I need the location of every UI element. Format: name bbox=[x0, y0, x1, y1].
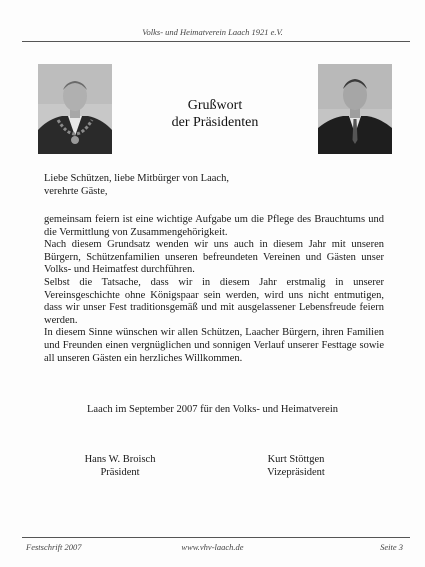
salutation bbox=[44, 172, 374, 198]
footer-page-number: Seite 3 bbox=[380, 542, 403, 552]
letter-body bbox=[44, 214, 384, 365]
title-line-1: Grußwort bbox=[187, 98, 243, 113]
page-title bbox=[120, 97, 310, 131]
signer-name: Hans W. Broisch bbox=[84, 454, 156, 465]
body-paragraph: In diesem Sinne wünschen wir allen Schützen, Laacher Bürgern, ihren Familien und Freunden einen vergnüglichen und sonnigen Verlauf unserer Festtage sowie all unseren Gästen ein herzliches Willkommen. bbox=[44, 327, 384, 364]
signer-role: Vizepräsident bbox=[267, 467, 325, 478]
president-photo bbox=[38, 64, 112, 154]
title-line-2: der Präsidenten bbox=[171, 115, 259, 130]
signature-block-vice-president bbox=[226, 453, 366, 479]
salutation-line-2: verehrte Gäste, bbox=[44, 186, 108, 197]
signer-role: Präsident bbox=[100, 467, 140, 478]
vice-president-photo bbox=[318, 64, 392, 154]
footer-website: www.vhv-laach.de bbox=[181, 542, 244, 552]
body-paragraph: gemeinsam feiern ist eine wichtige Aufgabe um die Pflege des Brauchtums und die Vermittlung von Zusammengehörigkeit. bbox=[44, 214, 384, 238]
signature-block-president bbox=[50, 453, 190, 479]
body-paragraph: Nach diesem Grundsatz wenden wir uns auch in diesem Jahr mit unseren Bürgern, Schützenfamilien unseren befreundeten Vereinen und Gästen unser Volks- und Heimatfest durchführen. bbox=[44, 239, 384, 276]
signer-name: Kurt Stöttgen bbox=[267, 454, 325, 465]
body-paragraph: Selbst die Tatsache, dass wir in diesem Jahr erstmalig in unserer Vereinsgeschichte ohne Königspaar sein werden, wird uns nicht entmutigen, dass wir unser Fest traditionsgemäß und mit ausgelassener Lebensfreude feiern werden. bbox=[44, 276, 384, 326]
page-header: Volks- und Heimatverein Laach 1921 e.V. bbox=[142, 27, 283, 37]
footer-divider bbox=[22, 537, 410, 538]
header-divider bbox=[22, 41, 410, 42]
salutation-line-1: Liebe Schützen, liebe Mitbürger von Laach, bbox=[44, 173, 229, 184]
footer-publication: Festschrift 2007 bbox=[26, 542, 82, 552]
closing-line: Laach im September 2007 für den Volks- und Heimatverein bbox=[87, 404, 338, 415]
